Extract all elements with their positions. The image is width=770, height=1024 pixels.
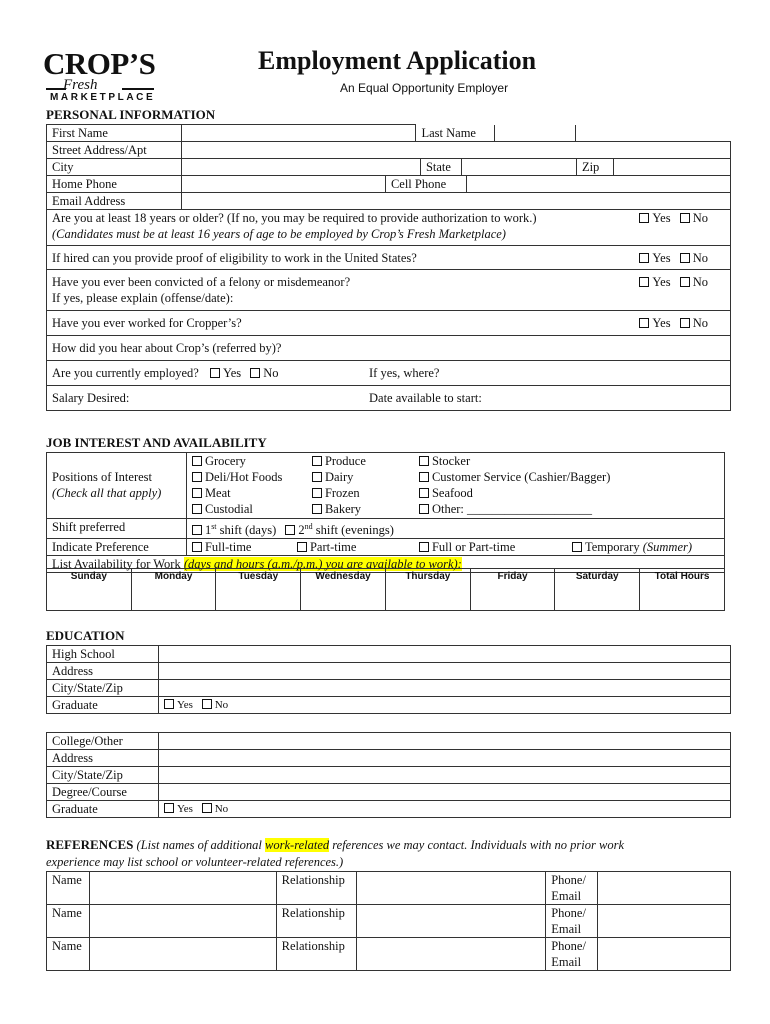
hs-address-label: Address: [47, 663, 159, 680]
ref3-rel-field[interactable]: [356, 938, 546, 971]
hs-city-label: City/State/Zip: [47, 680, 159, 697]
bakery-label: Bakery: [324, 502, 362, 516]
availability-label: List Availability for Work: [52, 557, 181, 572]
ref2-phone-label: Phone/: [551, 906, 586, 920]
full-or-part-checkbox[interactable]: [419, 542, 429, 552]
ref1-name-field[interactable]: [89, 872, 276, 905]
seafood-label: Seafood: [431, 486, 473, 500]
yes-label: Yes: [652, 251, 671, 265]
day-sunday[interactable]: Sunday: [47, 569, 132, 611]
ref2-email-label: Email: [551, 922, 582, 936]
no-label: No: [214, 699, 229, 711]
felony-yes-checkbox[interactable]: [639, 277, 649, 287]
no-label: No: [692, 316, 708, 330]
personal-table: [46, 124, 731, 411]
other-label: Other: ____________________: [431, 502, 592, 516]
other-checkbox[interactable]: [419, 504, 429, 514]
shift-label: Shift preferred: [47, 519, 187, 539]
age-question: Are you at least 18 years or older? (If no, you may be required to provide authorization to work.): [52, 211, 537, 225]
ref2-rel-label: Relationship: [276, 905, 356, 938]
no-label: No: [263, 366, 279, 380]
day-monday[interactable]: Monday: [131, 569, 216, 611]
employed-where: If yes, where?: [369, 366, 440, 380]
home-phone-field[interactable]: [182, 176, 386, 192]
grocery-label: Grocery: [204, 454, 246, 468]
croppers-no-checkbox[interactable]: [680, 318, 690, 328]
college-graduate-label: Graduate: [47, 801, 159, 818]
yes-label: Yes: [222, 366, 242, 380]
college-city-field[interactable]: [158, 767, 730, 784]
page-title: Employment Application: [258, 46, 537, 75]
references-intro: [46, 836, 736, 871]
age-note: (Candidates must be at least 16 years of age to be employed by Crop’s Fresh Marketplace): [52, 227, 506, 241]
ref2-rel-field[interactable]: [356, 905, 546, 938]
referred-by-question: How did you hear about Crop’s (referred by)?: [47, 336, 731, 361]
ref1-rel-field[interactable]: [356, 872, 546, 905]
first-name-label: First Name: [47, 125, 182, 142]
age-yes-checkbox[interactable]: [639, 213, 649, 223]
dairy-label: Dairy: [324, 470, 354, 484]
first-shift-checkbox[interactable]: [192, 525, 202, 535]
felony-no-checkbox[interactable]: [680, 277, 690, 287]
availability-note: (days and hours (a.m./p.m.) you are available to work):: [183, 557, 462, 572]
ref3-name-label: Name: [47, 938, 90, 971]
references-heading: REFERENCES: [46, 837, 134, 852]
ref3-name-field[interactable]: [89, 938, 276, 971]
college-address-label: Address: [47, 750, 159, 767]
email-field[interactable]: [181, 193, 730, 210]
ref3-rel-label: Relationship: [276, 938, 356, 971]
hs-city-field[interactable]: [158, 680, 730, 697]
day-friday[interactable]: Friday: [470, 569, 555, 611]
yes-label: Yes: [176, 803, 193, 815]
second-shift-checkbox[interactable]: [285, 525, 295, 535]
second-shift-num: 2: [298, 523, 305, 538]
deli-checkbox[interactable]: [192, 472, 202, 482]
preference-label: Indicate Preference: [47, 539, 187, 556]
city-field[interactable]: [182, 159, 421, 175]
ref1-phone-label: Phone/: [551, 873, 586, 887]
no-label: No: [214, 803, 229, 815]
seafood-checkbox[interactable]: [419, 488, 429, 498]
frozen-checkbox[interactable]: [312, 488, 322, 498]
references-table: [46, 871, 731, 971]
street-label: Street Address/Apt: [47, 142, 182, 159]
part-time-label: Part-time: [309, 540, 357, 555]
page-subtitle: An Equal Opportunity Employer: [340, 81, 509, 95]
ref2-phone-field[interactable]: [598, 905, 731, 938]
college-address-field[interactable]: [158, 750, 730, 767]
employed-question: Are you currently employed?: [52, 366, 199, 380]
references-note-c: experience may list school or volunteer-related references.): [46, 855, 344, 869]
custodial-label: Custodial: [204, 502, 253, 516]
ref1-name-label: Name: [47, 872, 90, 905]
education-heading: EDUCATION: [46, 628, 125, 643]
yes-label: Yes: [652, 316, 671, 330]
ref1-rel-label: Relationship: [276, 872, 356, 905]
ref2-name-field[interactable]: [89, 905, 276, 938]
zip-label: Zip: [576, 159, 613, 175]
felony-question: Have you ever been convicted of a felony or misdemeanor?: [52, 275, 351, 289]
day-saturday[interactable]: Saturday: [555, 569, 640, 611]
second-shift-label: shift (evenings): [312, 523, 394, 538]
cell-phone-label: Cell Phone: [385, 176, 466, 192]
ref3-phone-field[interactable]: [598, 938, 731, 971]
home-phone-label: Home Phone: [47, 176, 182, 193]
college-label: College/Other: [47, 733, 159, 750]
ref3-email-label: Email: [551, 955, 582, 969]
college-city-label: City/State/Zip: [47, 767, 159, 784]
full-time-checkbox[interactable]: [192, 542, 202, 552]
hs-label: High School: [47, 646, 159, 663]
start-date-label: Date available to start:: [369, 391, 482, 405]
job-heading: JOB INTEREST AND AVAILABILITY: [46, 435, 267, 450]
elig-no-checkbox[interactable]: [680, 253, 690, 263]
last-name-field[interactable]: [495, 125, 576, 141]
positions-note: (Check all that apply): [52, 486, 162, 500]
degree-label: Degree/Course: [47, 784, 159, 801]
temporary-label: Temporary: [584, 540, 640, 555]
total-hours[interactable]: Total Hours: [640, 569, 725, 611]
zip-field[interactable]: [613, 159, 730, 175]
temporary-note: (Summer): [642, 540, 693, 555]
hs-field[interactable]: [158, 646, 730, 663]
produce-checkbox[interactable]: [312, 456, 322, 466]
croppers-yes-checkbox[interactable]: [639, 318, 649, 328]
temporary-checkbox[interactable]: [572, 542, 582, 552]
availability-table: [46, 568, 725, 611]
job-table: [46, 452, 725, 573]
croppers-question: Have you ever worked for Cropper’s?: [52, 316, 242, 330]
day-thursday[interactable]: Thursday: [385, 569, 470, 611]
positions-label: Positions of Interest: [52, 470, 152, 484]
no-label: No: [692, 251, 708, 265]
no-label: No: [692, 275, 708, 289]
last-name-label: Last Name: [416, 125, 495, 141]
meat-label: Meat: [204, 486, 231, 500]
hs-grad-yes-checkbox[interactable]: [164, 699, 174, 709]
eligibility-question: If hired can you provide proof of eligibility to work in the United States?: [52, 251, 417, 265]
ref2-name-label: Name: [47, 905, 90, 938]
ref1-email-label: Email: [551, 889, 582, 903]
yes-label: Yes: [652, 275, 671, 289]
college-field[interactable]: [158, 733, 730, 750]
degree-field[interactable]: [158, 784, 730, 801]
no-label: No: [692, 211, 708, 225]
second-shift-sup: nd: [304, 522, 313, 531]
logo-name: CROP’S: [43, 46, 156, 81]
logo-rule-right: [122, 88, 154, 90]
custodial-checkbox[interactable]: [192, 504, 202, 514]
grocery-checkbox[interactable]: [192, 456, 202, 466]
references-note-highlight: work-related: [265, 838, 330, 852]
produce-label: Produce: [324, 454, 366, 468]
yes-label: Yes: [176, 699, 193, 711]
first-shift-sup: st: [211, 522, 217, 531]
full-or-part-label: Full or Part-time: [431, 540, 516, 555]
first-shift-num: 1: [204, 523, 212, 538]
frozen-label: Frozen: [324, 486, 360, 500]
state-label: State: [420, 159, 461, 175]
references-note-a: (List names of additional: [136, 838, 266, 852]
full-time-label: Full-time: [204, 540, 252, 555]
college-table: [46, 732, 731, 818]
college-grad-no-checkbox[interactable]: [202, 803, 212, 813]
customer-service-label: Customer Service (Cashier/Bagger): [431, 470, 611, 484]
day-wednesday[interactable]: Wednesday: [301, 569, 386, 611]
state-field[interactable]: [461, 159, 576, 175]
deli-label: Deli/Hot Foods: [204, 470, 283, 484]
yes-label: Yes: [652, 211, 671, 225]
first-shift-label: shift (days): [216, 523, 277, 538]
personal-heading: PERSONAL INFORMATION: [46, 107, 216, 122]
cell-phone-field[interactable]: [466, 176, 730, 192]
hs-address-field[interactable]: [158, 663, 730, 680]
hs-graduate-label: Graduate: [47, 697, 159, 714]
street-field[interactable]: [181, 142, 730, 159]
elig-yes-checkbox[interactable]: [639, 253, 649, 263]
salary-label: Salary Desired:: [52, 391, 130, 405]
hs-grad-no-checkbox[interactable]: [202, 699, 212, 709]
employed-no-checkbox[interactable]: [250, 368, 260, 378]
first-name-field[interactable]: [181, 125, 416, 142]
employed-yes-checkbox[interactable]: [210, 368, 220, 378]
email-label: Email Address: [47, 193, 182, 210]
meat-checkbox[interactable]: [192, 488, 202, 498]
ref3-phone-label: Phone/: [551, 939, 586, 953]
logo-tagline: MARKETPLACE: [50, 92, 156, 103]
part-time-checkbox[interactable]: [297, 542, 307, 552]
ref1-phone-field[interactable]: [598, 872, 731, 905]
references-note-b: references we may contact. Individuals with no prior work: [329, 838, 625, 852]
high-school-table: [46, 645, 731, 714]
age-no-checkbox[interactable]: [680, 213, 690, 223]
college-grad-yes-checkbox[interactable]: [164, 803, 174, 813]
logo-script: Fresh: [63, 77, 98, 93]
city-label: City: [47, 159, 182, 176]
day-tuesday[interactable]: Tuesday: [216, 569, 301, 611]
stocker-checkbox[interactable]: [419, 456, 429, 466]
customer-service-checkbox[interactable]: [419, 472, 429, 482]
felony-explain: If yes, please explain (offense/date):: [52, 291, 234, 305]
stocker-label: Stocker: [431, 454, 471, 468]
bakery-checkbox[interactable]: [312, 504, 322, 514]
dairy-checkbox[interactable]: [312, 472, 322, 482]
